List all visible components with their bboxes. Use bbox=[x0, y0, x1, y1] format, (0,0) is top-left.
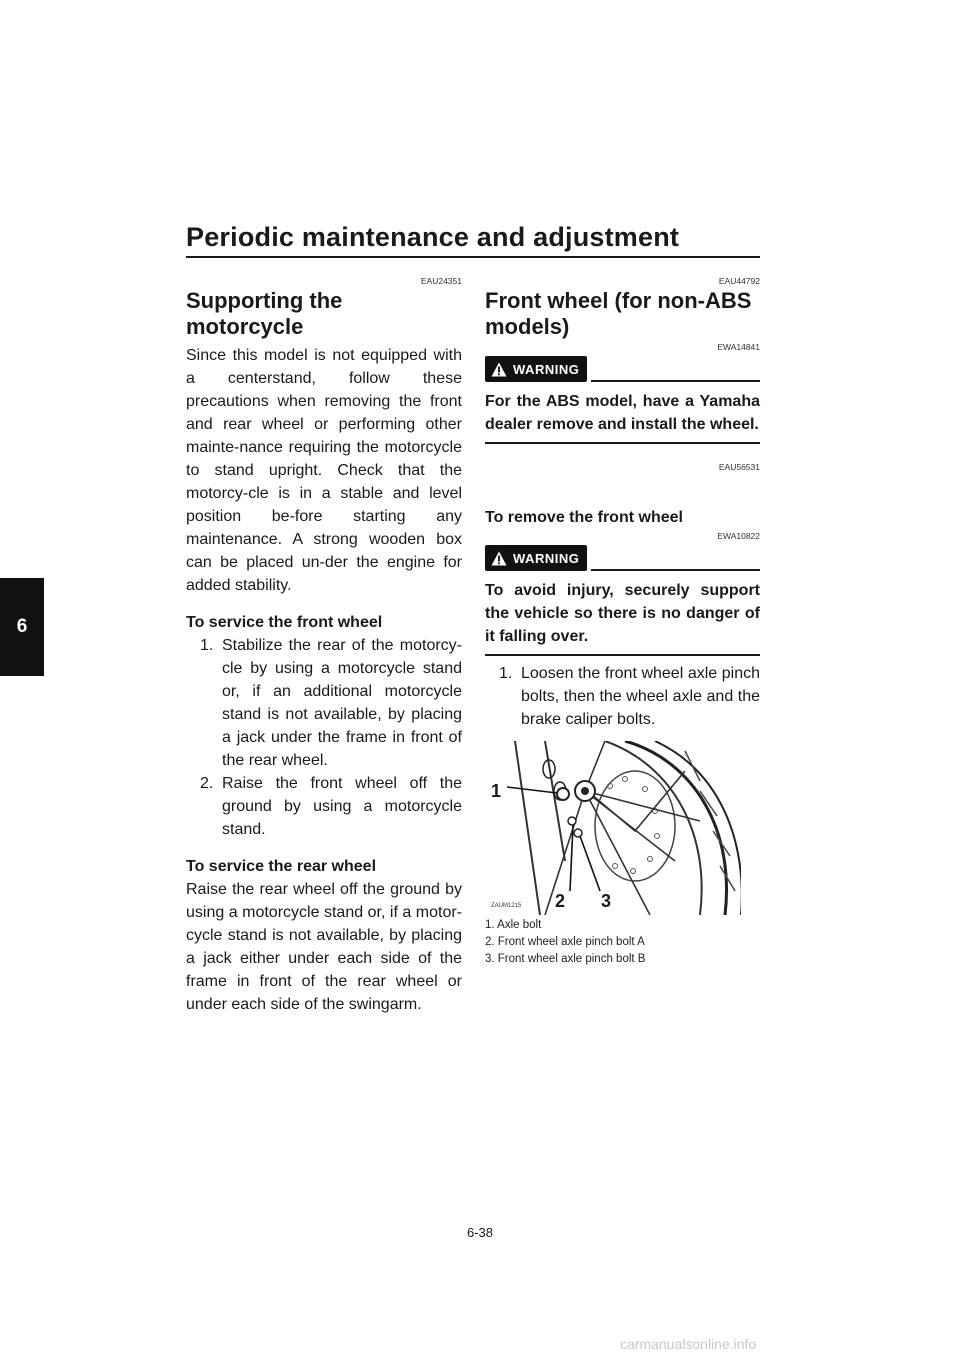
caption-item: 3. Front wheel axle pinch bolt B bbox=[485, 953, 646, 965]
section-title-supporting: Supporting the motorcycle bbox=[186, 288, 343, 339]
title-line: models) bbox=[485, 314, 570, 339]
rear-service-heading: To service the rear wheel bbox=[186, 858, 377, 875]
step-number: 1. bbox=[200, 637, 214, 654]
warning-label-text: WARNING bbox=[513, 550, 580, 566]
step-text: Loosen the front wheel axle pinch bolts, then the wheel axle and the brake caliper bolts. bbox=[521, 665, 760, 728]
warning-code: EWA10822 bbox=[717, 531, 760, 541]
list-item bbox=[200, 634, 462, 772]
warning-bottom-rule bbox=[485, 442, 760, 444]
callout-3: 3 bbox=[601, 891, 612, 911]
section-code: EAU44792 bbox=[718, 276, 760, 286]
rear-service-text: Raise the rear wheel off the ground by using a motorcycle stand or, if a motor-cycle stand is not available, by placing a jack either under each side of the frame in front of the rear wheel or under each side of the swingarm. bbox=[186, 881, 462, 1013]
warning-box-header bbox=[485, 356, 760, 382]
section-title-front-wheel bbox=[485, 288, 760, 340]
right-column bbox=[485, 276, 760, 968]
front-service-heading: To service the front wheel bbox=[186, 614, 383, 631]
callout-1: 1 bbox=[491, 781, 502, 801]
step-text: Stabilize the rear of the motorcy-cle by using a motorcycle stand or, if an additional motorcycle stand is not available, by placing a jack under the frame in front of the rear wheel. bbox=[222, 637, 462, 769]
warning-triangle-icon bbox=[491, 362, 507, 377]
warning-triangle-icon bbox=[491, 551, 507, 566]
front-wheel-figure bbox=[485, 741, 741, 915]
warning-top-rule bbox=[591, 569, 760, 571]
callout-2: 2 bbox=[555, 891, 566, 911]
warning-text-abs: For the ABS model, have a Yamaha dealer remove and install the wheel. bbox=[485, 393, 760, 433]
title-line: Front wheel (for non-ABS bbox=[485, 288, 752, 313]
page-number: 6-38 bbox=[466, 1225, 494, 1240]
section-code: EAU56531 bbox=[718, 462, 760, 472]
warning-text-support: To avoid injury, securely support the vehicle so there is no danger of it falling over. bbox=[485, 582, 760, 645]
warning-label bbox=[485, 356, 587, 382]
caption-item: 1. Axle bolt bbox=[485, 919, 542, 931]
list-item bbox=[200, 772, 462, 841]
footer-watermark-url[interactable]: carmanualsonline.info bbox=[620, 1336, 757, 1352]
step-number: 2. bbox=[200, 775, 214, 792]
remove-front-wheel-heading: To remove the front wheel bbox=[485, 509, 683, 526]
section-code: EAU24351 bbox=[420, 276, 462, 286]
caption-item: 2. Front wheel axle pinch bolt A bbox=[485, 936, 645, 948]
front-service-steps bbox=[200, 634, 462, 841]
chapter-tab-label: 6 bbox=[16, 616, 28, 637]
list-item bbox=[499, 662, 760, 731]
front-wheel-illustration bbox=[485, 741, 741, 915]
left-column bbox=[186, 276, 462, 1016]
header-divider bbox=[186, 256, 760, 258]
warning-bottom-rule bbox=[485, 654, 760, 656]
step-text: Raise the front wheel off the ground by using a motorcycle stand. bbox=[222, 775, 462, 838]
supporting-intro: Since this model is not equipped with a centerstand, follow these precautions when removing the front and rear wheel or performing other mainte-nance requiring the motorcycle to stand upright. Check that the motorcy-cle is in a stable and level position be-fore starting any maintenance. A strong wooden box can be placed un-der the engine for added stability. bbox=[186, 347, 462, 594]
warning-box-header bbox=[485, 545, 760, 571]
step-number: 1. bbox=[499, 665, 513, 682]
figure-code: ZAUM1215 bbox=[491, 903, 522, 909]
page-title: Periodic maintenance and adjustment bbox=[186, 222, 680, 252]
chapter-tab bbox=[0, 578, 44, 676]
figure-captions bbox=[485, 917, 760, 968]
warning-code: EWA14841 bbox=[717, 342, 760, 352]
warning-label bbox=[485, 545, 587, 571]
warning-top-rule bbox=[591, 380, 760, 382]
warning-label-text: WARNING bbox=[513, 361, 580, 377]
